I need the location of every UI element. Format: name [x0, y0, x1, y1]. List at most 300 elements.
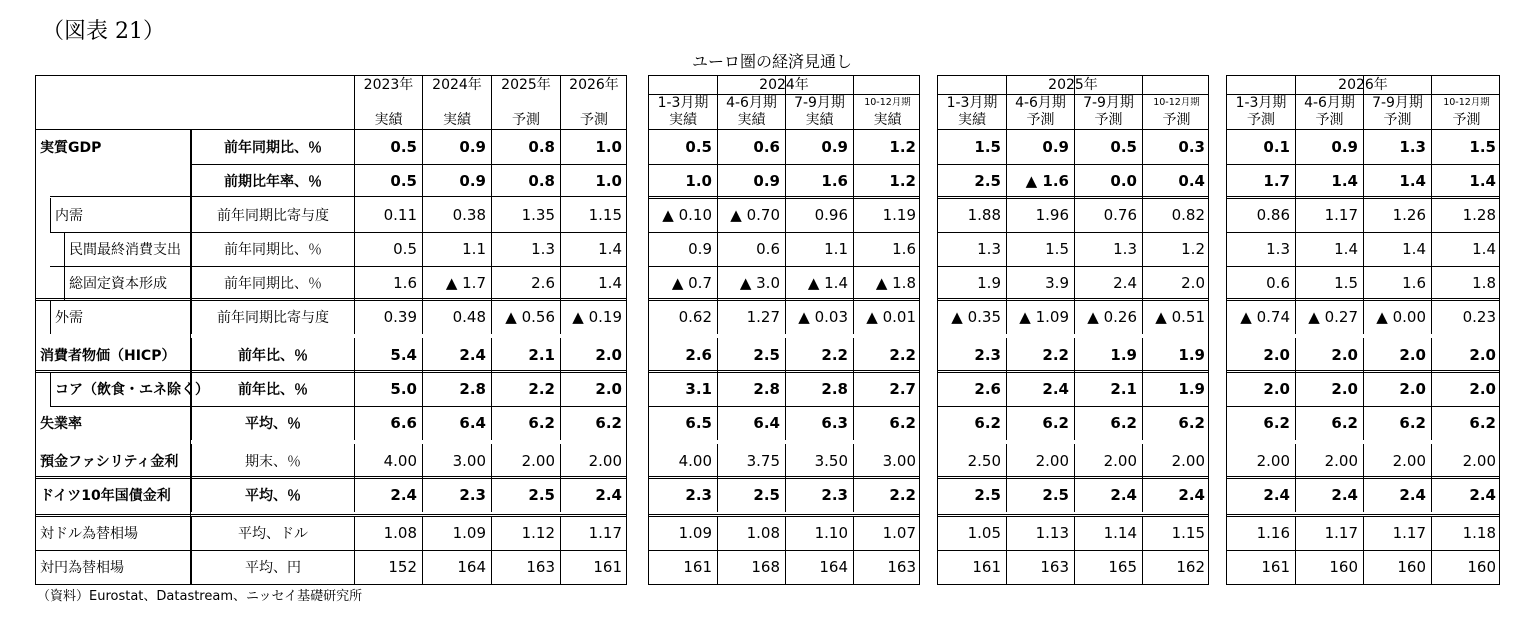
- quarter-period-label: 10-12月期: [1443, 97, 1490, 108]
- table-row: [649, 338, 919, 372]
- annual-value-cell: 1.0: [560, 164, 627, 198]
- quarter-period-label: 1-3月期: [1235, 95, 1287, 111]
- quarter-value-cell: 2.3: [685, 486, 712, 504]
- quarter-header-col: [1074, 76, 1142, 129]
- row-label: コア（飲食・エネ除く）: [50, 372, 190, 406]
- quarter-value-cell: 1.4: [1363, 164, 1431, 198]
- table-row: [649, 130, 919, 164]
- row-separator: [1227, 406, 1499, 407]
- annual-header-col: [560, 76, 627, 129]
- quarter-value-cell: 2.50: [967, 452, 1001, 470]
- row-label: 消費者物価（HICP）: [40, 348, 176, 364]
- quarter-value-cell: 0.9: [717, 164, 785, 198]
- annual-header-col: [354, 76, 422, 129]
- quarter-value-cell: 2.8: [785, 372, 853, 406]
- annual-value-cell: 2.4: [422, 338, 491, 372]
- table-row: [36, 478, 626, 512]
- table-row: [36, 300, 626, 334]
- quarter-value-cell: 2.2: [785, 338, 853, 372]
- quarter-period-label: 1-3月期: [657, 95, 709, 111]
- row-separator: [50, 266, 626, 267]
- quarter-value-cell: 1.1: [785, 232, 853, 266]
- quarter-value-cell: 0.6: [1266, 274, 1290, 292]
- quarter-period-label: 10-12月期: [864, 97, 911, 108]
- quarter-value-cell: 3.9: [1006, 266, 1074, 300]
- annual-value-cell: 161: [560, 550, 627, 584]
- quarter-value-cell: 0.5: [1074, 130, 1142, 164]
- quarter-value-cell: 1.9: [1142, 338, 1210, 372]
- quarter-value-cell: 3.00: [853, 444, 921, 478]
- quarter-value-cell: 1.5: [1431, 130, 1501, 164]
- quarter-value-cell: 1.17: [1295, 516, 1363, 550]
- table-row: [938, 164, 1208, 198]
- row-separator-double: [1227, 196, 1499, 199]
- quarter-value-cell: 0.23: [1431, 300, 1501, 334]
- quarter-value-cell: 0.9: [1006, 130, 1074, 164]
- row-label: 対円為替相場: [40, 560, 124, 576]
- table-row: [36, 338, 626, 372]
- quarter-value-cell: 1.14: [1074, 516, 1142, 550]
- annual-value-cell: 2.0: [560, 338, 627, 372]
- quarter-value-cell: 2.0: [1363, 338, 1431, 372]
- quarter-value-cell: 2.4: [1142, 478, 1210, 512]
- row-unit: 期末、％: [191, 444, 354, 478]
- quarter-value-cell: 2.5: [974, 486, 1001, 504]
- quarter-value-cell: 1.9: [1142, 372, 1210, 406]
- annual-type-label: 実績: [374, 112, 403, 128]
- quarter-value-cell: 1.4: [1295, 232, 1363, 266]
- quarter-value-cell: 1.05: [967, 524, 1001, 542]
- quarter-value-cell: 1.3: [1266, 240, 1290, 258]
- annual-value-cell: 0.8: [491, 130, 560, 164]
- quarter-value-cell: 2.0: [1431, 338, 1501, 372]
- quarter-value-cell: 2.6: [974, 380, 1001, 398]
- row-label: 対ドル為替相場: [40, 526, 138, 542]
- quarter-value-cell: 6.3: [785, 406, 853, 440]
- quarterly-table-2025: [937, 75, 1209, 585]
- annual-value-cell: 1.4: [560, 232, 627, 266]
- row-separator: [938, 164, 1208, 165]
- annual-value-cell: 0.39: [354, 300, 422, 334]
- annual-value-cell: 4.00: [354, 444, 422, 478]
- quarter-type-label: 予測: [1026, 112, 1055, 128]
- quarter-value-cell: 2.0: [1263, 346, 1290, 364]
- quarter-type-label: 予測: [1247, 112, 1275, 128]
- quarter-value-cell: 1.7: [1263, 172, 1290, 190]
- quarter-value-cell: 2.4: [1006, 372, 1074, 406]
- annual-value-cell: 5.4: [354, 338, 422, 372]
- annual-value-cell: 0.38: [422, 198, 491, 232]
- row-separator-double: [1227, 370, 1499, 373]
- quarter-value-cell: 6.2: [1295, 406, 1363, 440]
- table-row: [1227, 372, 1499, 406]
- row-separator: [1227, 266, 1499, 267]
- header-group-line: [649, 94, 919, 95]
- annual-value-cell: 2.5: [491, 478, 560, 512]
- quarter-value-cell: ▲ 1.4: [785, 266, 853, 300]
- quarter-value-cell: 1.4: [1363, 232, 1431, 266]
- row-label: 失業率: [40, 416, 82, 432]
- quarter-type-label: 予測: [1383, 112, 1412, 128]
- quarter-value-cell: 6.4: [717, 406, 785, 440]
- quarter-value-cell: 160: [1295, 550, 1363, 584]
- quarter-value-cell: 1.15: [1142, 516, 1210, 550]
- row-separator-double: [938, 514, 1208, 517]
- table-row: [649, 372, 919, 406]
- quarter-value-cell: 2.6: [685, 346, 712, 364]
- quarter-value-cell: 0.0: [1074, 164, 1142, 198]
- quarter-value-cell: 1.6: [785, 164, 853, 198]
- row-separator: [938, 266, 1208, 267]
- annual-value-cell: ▲ 0.19: [560, 300, 627, 334]
- row-label: 預金ファシリティ金利: [40, 454, 179, 470]
- quarter-value-cell: 2.00: [1256, 452, 1290, 470]
- quarter-year-label: 2024年: [759, 77, 809, 93]
- row-label: [36, 164, 190, 198]
- row-separator: [1227, 550, 1499, 551]
- quarter-value-cell: 0.86: [1256, 206, 1290, 224]
- quarter-header-col: [1431, 76, 1501, 129]
- quarter-value-cell: 1.4: [1295, 164, 1363, 198]
- quarter-value-cell: ▲ 0.01: [853, 300, 921, 334]
- quarter-value-cell: ▲ 0.03: [785, 300, 853, 334]
- quarter-value-cell: 1.13: [1006, 516, 1074, 550]
- quarter-header-col: [717, 76, 785, 129]
- quarter-value-cell: 6.2: [1006, 406, 1074, 440]
- annual-value-cell: 164: [422, 550, 491, 584]
- annual-value-cell: 3.00: [422, 444, 491, 478]
- quarter-header-col: [1363, 76, 1431, 129]
- annual-value-cell: 1.12: [491, 516, 560, 550]
- quarter-value-cell: 1.5: [1006, 232, 1074, 266]
- quarter-value-cell: 0.62: [678, 308, 712, 326]
- quarter-value-cell: 1.2: [853, 164, 921, 198]
- annual-value-cell: 2.00: [491, 444, 560, 478]
- annual-value-cell: 2.4: [560, 478, 627, 512]
- row-separator-double: [649, 196, 919, 199]
- table-row: [649, 550, 919, 584]
- quarter-value-cell: 2.7: [853, 372, 921, 406]
- quarter-value-cell: 161: [683, 558, 712, 576]
- annual-value-cell: 1.0: [560, 130, 627, 164]
- quarter-value-cell: 1.4: [1431, 164, 1501, 198]
- quarter-value-cell: 0.1: [1263, 138, 1290, 156]
- table-row: [649, 478, 919, 512]
- source-note: （資料）Eurostat、Datastream、ニッセイ基礎研究所: [37, 589, 363, 604]
- quarter-value-cell: 6.5: [685, 414, 712, 432]
- annual-value-cell: 0.11: [354, 198, 422, 232]
- quarter-type-label: 実績: [737, 112, 766, 128]
- row-separator-double: [938, 370, 1208, 373]
- quarter-value-cell: ▲ 0.00: [1363, 300, 1431, 334]
- quarter-value-cell: ▲ 1.6: [1006, 164, 1074, 198]
- row-unit: 前年比、％: [191, 372, 354, 406]
- table-row: [938, 300, 1208, 334]
- table-row: [649, 300, 919, 334]
- table-row: [36, 516, 626, 550]
- annual-table: [35, 75, 627, 585]
- table-row: [649, 516, 919, 550]
- quarter-value-cell: 2.0: [1295, 372, 1363, 406]
- quarter-value-cell: 162: [1142, 550, 1210, 584]
- quarter-value-cell: 1.6: [853, 232, 921, 266]
- row-unit: 平均、％: [191, 406, 354, 440]
- table-row: [36, 130, 626, 164]
- annual-year-label: 2024年: [432, 77, 482, 93]
- annual-value-cell: 2.1: [491, 338, 560, 372]
- annual-value-cell: 2.0: [560, 372, 627, 406]
- table-row: [1227, 550, 1499, 584]
- quarter-value-cell: ▲ 0.26: [1074, 300, 1142, 334]
- quarter-header-col: [853, 76, 921, 129]
- quarter-header: [938, 76, 1208, 130]
- table-row: [938, 266, 1208, 300]
- row-separator-double: [938, 298, 1208, 301]
- row-unit: 平均、円: [191, 550, 354, 584]
- quarter-value-cell: 1.18: [1431, 516, 1501, 550]
- table-row: [36, 198, 626, 232]
- row-label: 内需: [50, 198, 190, 232]
- quarter-value-cell: 1.2: [1142, 232, 1210, 266]
- quarter-value-cell: 2.00: [1363, 444, 1431, 478]
- row-separator: [50, 232, 626, 233]
- row-separator: [1227, 232, 1499, 233]
- quarter-value-cell: 0.9: [688, 240, 712, 258]
- quarter-type-label: 実績: [958, 112, 986, 128]
- row-label: 総固定資本形成: [64, 266, 190, 300]
- annual-type-label: 実績: [443, 112, 471, 128]
- quarter-period-label: 10-12月期: [1153, 97, 1200, 108]
- table-row: [938, 478, 1208, 512]
- table-row: [649, 444, 919, 478]
- quarter-value-cell: 0.3: [1142, 130, 1210, 164]
- table-row: [938, 444, 1208, 478]
- row-separator-double: [36, 370, 626, 373]
- quarter-value-cell: 1.5: [974, 138, 1001, 156]
- quarter-value-cell: 2.00: [1431, 444, 1501, 478]
- table-row: [1227, 406, 1499, 440]
- quarter-value-cell: 1.9: [977, 274, 1001, 292]
- annual-header: [36, 76, 626, 130]
- table-row: [1227, 198, 1499, 232]
- quarter-value-cell: 6.2: [1431, 406, 1501, 440]
- row-unit: 平均、ドル: [191, 516, 354, 550]
- quarter-value-cell: ▲ 0.27: [1295, 300, 1363, 334]
- quarter-value-cell: 2.5: [717, 478, 785, 512]
- quarter-period-label: 7-9月期: [794, 95, 845, 111]
- row-unit: 前年同期比寄与度: [191, 198, 354, 232]
- quarter-value-cell: 1.27: [717, 300, 785, 334]
- row-separator-double: [649, 370, 919, 373]
- annual-year-label: 2025年: [501, 77, 551, 93]
- quarter-value-cell: 2.5: [717, 338, 785, 372]
- quarter-value-cell: 1.9: [1074, 338, 1142, 372]
- quarter-value-cell: 1.96: [1006, 198, 1074, 232]
- row-separator: [649, 266, 919, 267]
- quarter-value-cell: 1.3: [977, 240, 1001, 258]
- annual-value-cell: 2.8: [422, 372, 491, 406]
- quarter-value-cell: ▲ 1.8: [853, 266, 921, 300]
- table-row: [938, 550, 1208, 584]
- quarter-value-cell: 1.17: [1363, 516, 1431, 550]
- quarter-value-cell: 6.2: [853, 406, 921, 440]
- annual-value-cell: 1.08: [354, 516, 422, 550]
- quarter-period-label: 4-6月期: [1304, 95, 1355, 111]
- table-row: [938, 516, 1208, 550]
- quarter-value-cell: 6.2: [1263, 414, 1290, 432]
- quarter-period-label: 4-6月期: [726, 95, 777, 111]
- quarter-value-cell: 1.08: [717, 516, 785, 550]
- table-row: [36, 406, 626, 440]
- quarter-value-cell: 2.00: [1142, 444, 1210, 478]
- quarter-value-cell: 0.5: [685, 138, 712, 156]
- row-separator-double: [36, 476, 626, 479]
- quarter-value-cell: 2.0: [1431, 372, 1501, 406]
- quarter-value-cell: 4.00: [678, 452, 712, 470]
- quarter-value-cell: 2.0: [1263, 380, 1290, 398]
- quarter-value-cell: 160: [1363, 550, 1431, 584]
- quarter-value-cell: 0.9: [785, 130, 853, 164]
- quarter-value-cell: 1.17: [1295, 198, 1363, 232]
- row-separator: [938, 232, 1208, 233]
- annual-value-cell: 152: [354, 550, 422, 584]
- quarter-value-cell: 1.26: [1363, 198, 1431, 232]
- quarter-value-cell: 2.00: [1074, 444, 1142, 478]
- annual-value-cell: 1.15: [560, 198, 627, 232]
- annual-value-cell: 1.35: [491, 198, 560, 232]
- quarterly-table-2024: [648, 75, 920, 585]
- row-separator-double: [50, 196, 626, 197]
- quarter-value-cell: ▲ 0.51: [1142, 300, 1210, 334]
- annual-value-cell: 1.3: [491, 232, 560, 266]
- row-separator: [649, 164, 919, 165]
- quarter-type-label: 予測: [1162, 112, 1191, 128]
- quarter-value-cell: 6.2: [1142, 406, 1210, 440]
- row-separator: [36, 550, 626, 551]
- annual-value-cell: 6.2: [560, 406, 627, 440]
- header-group-line: [938, 94, 1208, 95]
- table-row: [36, 164, 626, 198]
- annual-value-cell: 163: [491, 550, 560, 584]
- quarter-header-col: [1295, 76, 1363, 129]
- row-separator-double: [649, 476, 919, 479]
- quarter-period-label: 7-9月期: [1083, 95, 1134, 111]
- quarter-header-col: [649, 76, 717, 129]
- annual-value-cell: 2.6: [491, 266, 560, 300]
- table-row: [649, 266, 919, 300]
- row-separator-double: [938, 196, 1208, 199]
- quarter-value-cell: ▲ 3.0: [717, 266, 785, 300]
- quarter-value-cell: 2.1: [1074, 372, 1142, 406]
- row-separator: [649, 550, 919, 551]
- quarter-header-col: [785, 76, 853, 129]
- quarter-value-cell: 163: [1006, 550, 1074, 584]
- quarter-value-cell: 0.6: [717, 232, 785, 266]
- quarter-value-cell: 0.4: [1142, 164, 1210, 198]
- quarter-value-cell: 2.4: [1074, 266, 1142, 300]
- annual-header-col: [491, 76, 560, 129]
- annual-value-cell: ▲ 0.56: [491, 300, 560, 334]
- row-separator: [649, 232, 919, 233]
- table-row: [1227, 338, 1499, 372]
- quarter-value-cell: 6.2: [974, 414, 1001, 432]
- table-row: [938, 130, 1208, 164]
- quarter-value-cell: 161: [972, 558, 1001, 576]
- quarter-value-cell: 2.2: [853, 478, 921, 512]
- row-separator: [938, 550, 1208, 551]
- quarter-value-cell: 0.9: [1295, 130, 1363, 164]
- quarter-value-cell: 1.88: [967, 206, 1001, 224]
- quarter-value-cell: 2.0: [1363, 372, 1431, 406]
- quarter-value-cell: 2.3: [974, 346, 1001, 364]
- annual-year-label: 2023年: [363, 77, 414, 93]
- row-label: 民間最終消費支出: [64, 232, 190, 266]
- table-row: [1227, 130, 1499, 164]
- annual-value-cell: 2.4: [354, 478, 422, 512]
- table-title: ユーロ圏の経済見通し: [691, 52, 852, 71]
- row-unit: 平均、％: [191, 478, 354, 512]
- annual-type-label: 予測: [512, 112, 540, 128]
- annual-type-label: 予測: [580, 112, 608, 128]
- quarter-value-cell: ▲ 0.70: [717, 198, 785, 232]
- quarter-value-cell: 0.6: [717, 130, 785, 164]
- quarter-value-cell: 2.5: [1006, 478, 1074, 512]
- quarter-period-label: 7-9月期: [1372, 95, 1423, 111]
- table-row: [938, 406, 1208, 440]
- table-row: [938, 338, 1208, 372]
- quarter-value-cell: 6.2: [1074, 406, 1142, 440]
- table-row: [1227, 164, 1499, 198]
- quarter-value-cell: 1.0: [685, 172, 712, 190]
- table-row: [1227, 232, 1499, 266]
- row-separator: [1227, 164, 1499, 165]
- quarter-value-cell: 2.4: [1263, 486, 1290, 504]
- quarter-value-cell: 1.3: [1363, 130, 1431, 164]
- quarter-value-cell: 0.76: [1074, 198, 1142, 232]
- annual-value-cell: 1.17: [560, 516, 627, 550]
- quarter-value-cell: ▲ 0.74: [1240, 308, 1290, 326]
- quarter-header-col: [1227, 76, 1295, 129]
- annual-value-cell: 0.5: [354, 130, 422, 164]
- row-label: ドイツ10年国債金利: [40, 488, 171, 504]
- quarter-header: [649, 76, 919, 130]
- quarter-value-cell: 168: [717, 550, 785, 584]
- table-row: [649, 198, 919, 232]
- quarter-value-cell: 0.96: [785, 198, 853, 232]
- annual-value-cell: 2.2: [491, 372, 560, 406]
- quarter-value-cell: 2.4: [1295, 478, 1363, 512]
- table-row: [1227, 266, 1499, 300]
- annual-value-cell: 1.6: [354, 266, 422, 300]
- annual-value-cell: 6.6: [354, 406, 422, 440]
- table-row: [36, 232, 626, 266]
- quarter-value-cell: ▲ 0.35: [951, 308, 1001, 326]
- row-separator-double: [1227, 476, 1499, 479]
- annual-value-cell: 2.00: [560, 444, 627, 478]
- row-label: 実質GDP: [40, 140, 102, 156]
- quarter-value-cell: 6.2: [1363, 406, 1431, 440]
- quarter-value-cell: 0.82: [1142, 198, 1210, 232]
- row-separator: [50, 406, 626, 407]
- table-row: [1227, 516, 1499, 550]
- quarter-value-cell: 2.3: [785, 478, 853, 512]
- quarter-value-cell: 2.2: [1006, 338, 1074, 372]
- quarter-header-col: [1142, 76, 1210, 129]
- quarter-header-col: [1006, 76, 1074, 129]
- quarter-year-label: 2026年: [1338, 77, 1388, 93]
- quarter-value-cell: 1.19: [853, 198, 921, 232]
- table-row: [1227, 300, 1499, 334]
